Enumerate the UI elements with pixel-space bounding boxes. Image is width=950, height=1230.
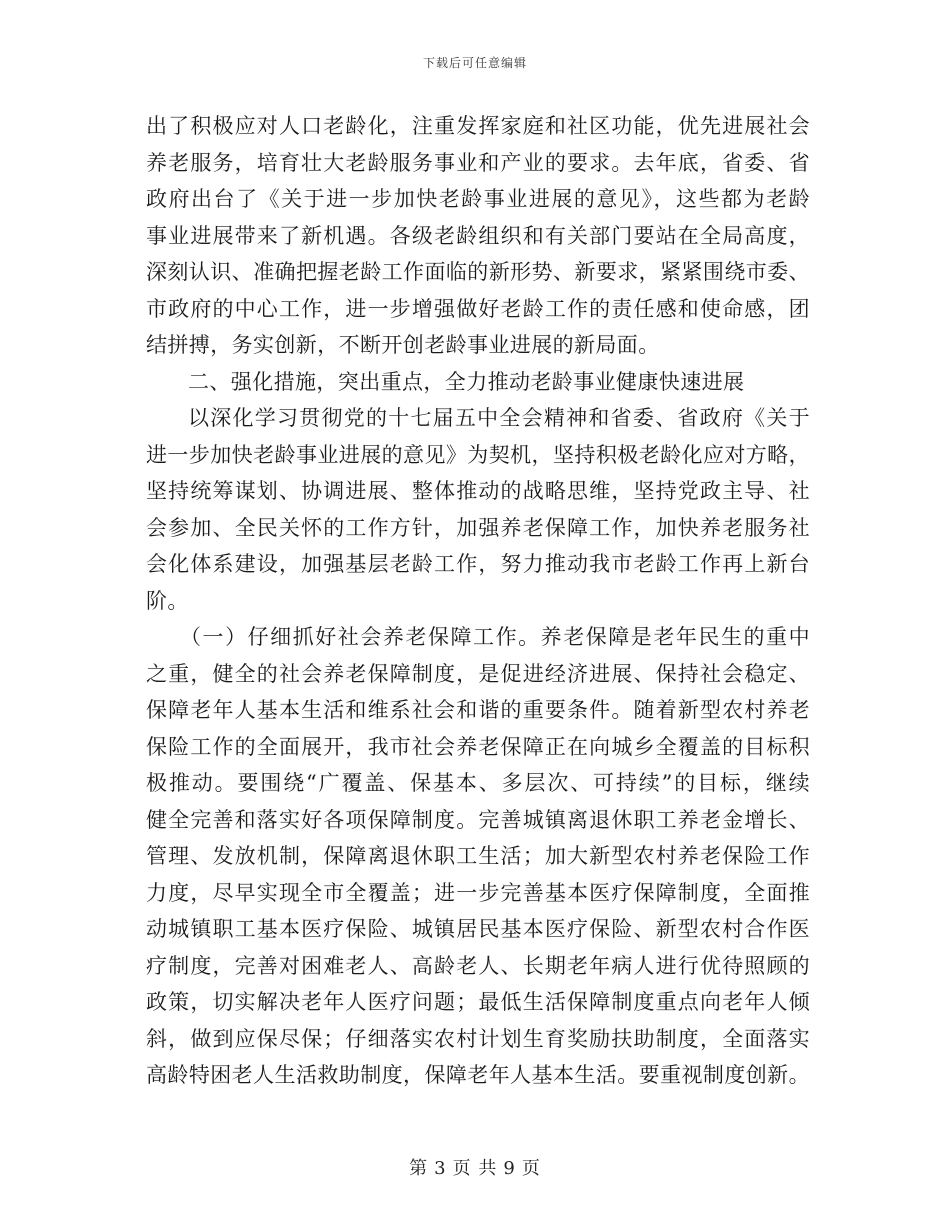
page-number <box>0 1154 950 1180</box>
section-heading: 二、强化措施，突出重点，全力推动老龄事业健康快速进展 <box>188 369 745 394</box>
body-line: 结拼搏，务实创新，不断开创老龄事业进展的新局面。 <box>146 333 660 357</box>
body-line: 斜，做到应保尽保；仔细落实农村计划生育奖励扶助制度，全面落实 <box>146 1026 810 1051</box>
body-line: 政策，切实解决老年人医疗问题；最低生活保障制度重点向老年人倾 <box>146 990 810 1014</box>
body-line: 疗制度，完善对困难老人、高龄老人、长期老年病人进行优待照顾的 <box>146 953 810 978</box>
body-line: 动城镇职工基本医疗保险、城镇居民基本医疗保险、新型农村合作医 <box>146 917 810 941</box>
body-line: 保险工作的全面展开，我市社会养老保障正在向城乡全覆盖的目标积 <box>146 734 810 759</box>
page-prefix: 第 <box>409 1158 429 1179</box>
body-line: 力度，尽早实现全市全覆盖；进一步完善基本医疗保障制度，全面推 <box>146 880 810 905</box>
body-line: 高龄特困老人生活救助制度，保障老年人基本生活。要重视制度创新。 <box>146 1063 810 1087</box>
page-header-note: 下载后可任意编辑 <box>422 56 527 70</box>
page-suffix: 页 <box>521 1158 541 1179</box>
body-line: 进一步加快老龄事业进展的意见》为契机，坚持积极老龄化应对方略， <box>146 442 810 467</box>
document-body <box>146 108 810 1094</box>
body-line: 保障老年人基本生活和维系社会和谐的重要条件。随着新型农村养老 <box>146 698 810 722</box>
body-line: 阶。 <box>146 588 189 613</box>
body-line: 会参加、全民关怀的工作方针，加强养老保障工作，加快养老服务社 <box>146 515 810 540</box>
body-line: 政府出台了《关于进一步加快老龄事业进展的意见》，这些都为老龄 <box>146 187 810 211</box>
body-line: 出了积极应对人口老龄化，注重发挥家庭和社区功能，优先进展社会 <box>146 114 810 138</box>
body-line: 养老服务，培育壮大老龄服务事业和产业的要求。去年底，省委、省 <box>146 150 810 175</box>
subsection-heading-line: （一）仔细抓好社会养老保障工作。养老保障是老年民生的重中 <box>180 625 810 649</box>
current-page-number: 3 <box>434 1158 447 1179</box>
body-line: 管理、发放机制，保障离退休职工生活；加大新型农村养老保险工作 <box>146 844 810 868</box>
body-line: 市政府的中心工作，进一步增强做好老龄工作的责任感和使命感，团 <box>146 296 810 321</box>
body-line: 事业进展带来了新机遇。各级老龄组织和有关部门要站在全局高度， <box>146 223 810 248</box>
body-line: 极推动。要围绕“广覆盖、保基本、多层次、可持续”的目标，继续 <box>146 771 810 795</box>
body-line: 深刻认识、准确把握老龄工作面临的新形势、新要求，紧紧围绕市委、 <box>146 260 810 284</box>
body-line: 以深化学习贯彻党的十七届五中全会精神和省委、省政府《关于 <box>188 406 810 430</box>
total-pages-number: 9 <box>503 1158 516 1179</box>
page-mid: 页 共 <box>452 1158 498 1179</box>
body-line: 之重，健全的社会养老保障制度，是促进经济进展、保持社会稳定、 <box>146 661 810 686</box>
body-line: 坚持统筹谋划、协调进展、整体推动的战略思维，坚持党政主导、社 <box>146 479 810 503</box>
body-line: 健全完善和落实好各项保障制度。完善城镇离退休职工养老金增长、 <box>146 807 810 832</box>
body-line: 会化体系建设，加强基层老龄工作，努力推动我市老龄工作再上新台 <box>146 552 810 576</box>
